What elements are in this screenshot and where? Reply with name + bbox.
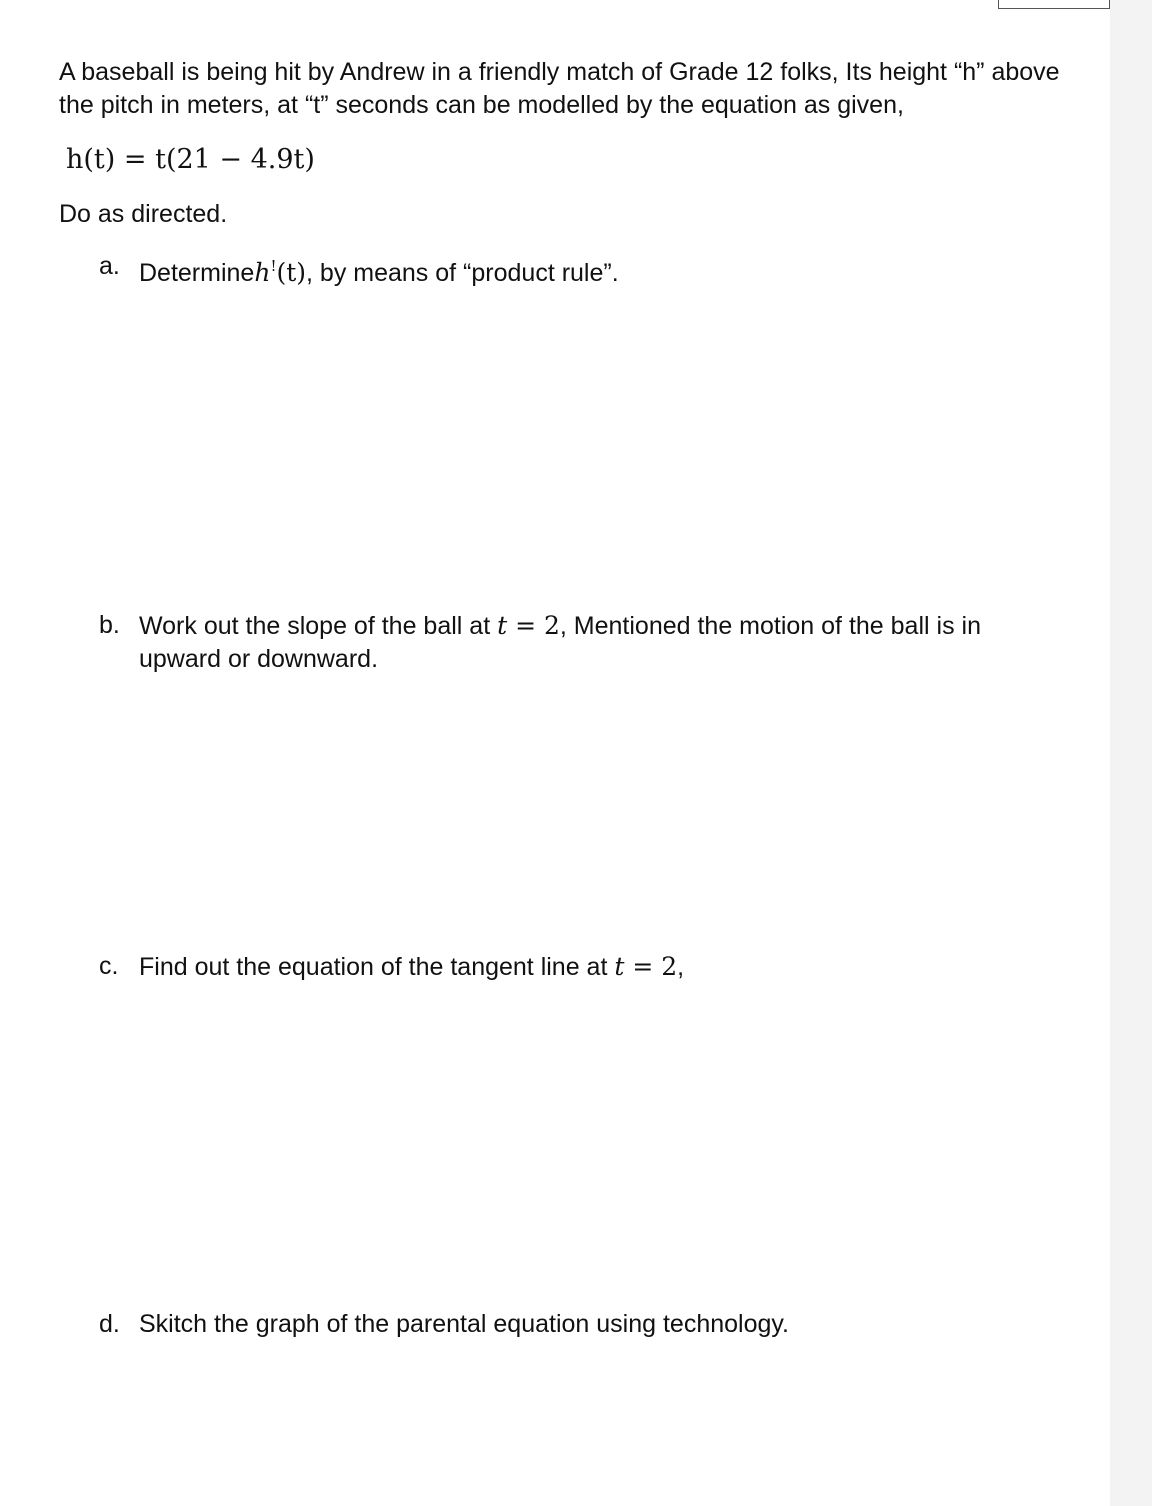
math-expression: (t) xyxy=(276,258,307,287)
question-text-part: , by means of “product rule”. xyxy=(306,259,619,287)
question-text-part: , Mentioned the motion of the ball is in upward or downward. xyxy=(139,612,981,673)
question-marker: a. xyxy=(99,252,120,280)
problem-intro: A baseball is being hit by Andrew in a friendly match of Grade 12 folks, Its height “h” above the pitch in meters, at “t” seconds can be modelled by the equation as given, xyxy=(59,58,1060,119)
question-text xyxy=(139,609,1059,676)
question-b xyxy=(99,609,1059,676)
math-expression: = 2 xyxy=(624,952,678,981)
page-margin-strip xyxy=(1110,0,1152,1506)
question-marker: b. xyxy=(99,611,120,639)
question-c xyxy=(99,950,1059,984)
question-text-part: , xyxy=(677,953,685,981)
question-marker: c. xyxy=(99,952,119,980)
math-variable: t xyxy=(614,952,625,981)
math-variable: t xyxy=(497,611,508,640)
math-expression: = 2 xyxy=(507,611,560,640)
corner-box xyxy=(998,0,1110,9)
question-a xyxy=(99,250,1059,290)
question-text-part: Determine xyxy=(139,259,255,287)
question-text xyxy=(139,950,1059,984)
question-text-part: Work out the slope of the ball at xyxy=(139,612,498,640)
directive-text: Do as directed. xyxy=(59,200,228,228)
question-text: Skitch the graph of the parental equation using technology. xyxy=(139,1310,789,1338)
height-equation: h(t) = t(21 − 4.9t) xyxy=(66,144,315,175)
question-d xyxy=(99,1308,1059,1341)
question-text-part: Find out the equation of the tangent line at xyxy=(139,953,615,981)
derivative-mark: ! xyxy=(270,257,277,275)
question-text xyxy=(139,250,1059,290)
question-marker: d. xyxy=(99,1310,120,1338)
math-variable: h xyxy=(254,258,271,287)
